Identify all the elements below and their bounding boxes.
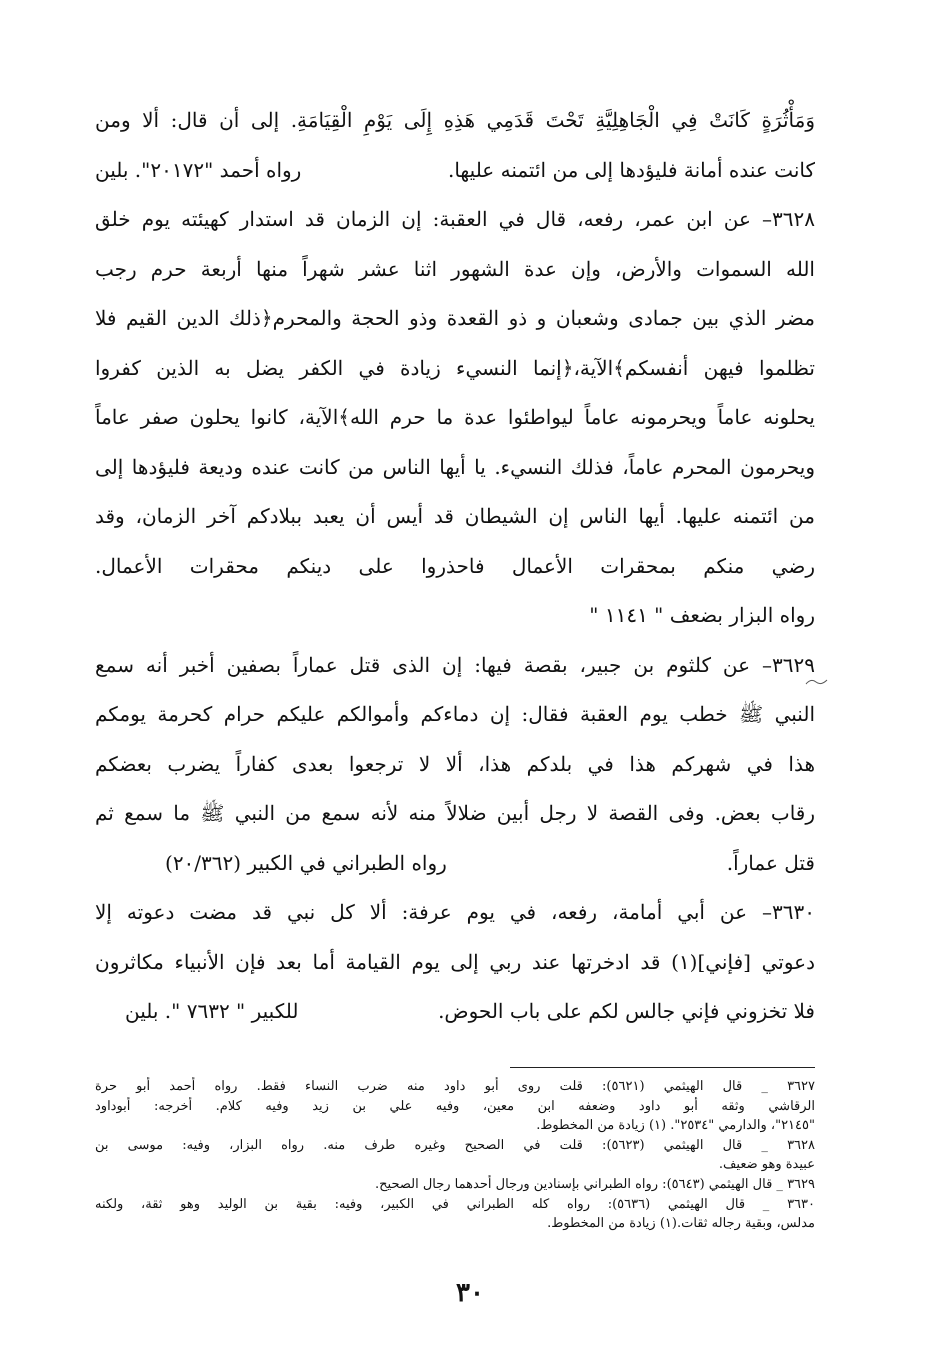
text-line: ويحرمون المحرم عاماً، فذلك النسيء. يا أيها الناس من كانت عنده وديعة فليؤدها إلى [95,454,815,479]
footnote-line: ٣٦٣٠ _ قال الهيثمي (٥٦٣٦): رواه كله الطبراني في الكبير، وفيه: بقية بن الوليد وهو ثقة، ولكنه [95,1196,815,1212]
text-line: هذا في شهركم هذا في بلدكم هذا، ألا لا ترجعوا بعدى كفاراً يضرب بعضكم [95,751,815,776]
source-reference: رواه أحمد "٢٠١٧٢". بلين [95,157,302,182]
text-line: تظلموا فيهن أنفسكم﴾الآية،﴿إنما النسيء زيادة في الكفر يضل به الذين كفروا [95,355,815,380]
main-text [95,96,815,1037]
hadith-3630-start: ٣٦٣٠– عن أبي أمامة، رفعه، في يوم عرفة: ألا كل نبي قد مضت دعوته إلا [95,900,815,924]
footnote-line: ٣٦٢٧ _ قال الهيثمي (٥٦٢١): قلت روى أبو داود منه ضرب النساء فقط. رواه أحمد أبو حرة [95,1079,815,1094]
footnote-divider [510,1067,815,1068]
margin-mark-icon [805,676,829,688]
text-line: وَمَأْثُرَةٍ كَانَتْ فِي الْجَاهِلِيَّةِ تَحْتَ قَدَمِي هَذِهِ إِلَى يَوْمِ الْقِيَامَةِ. إلى أن قال: ألا ومن [95,108,815,132]
footnote-line: الرقاشي وثقه أبو داود وضعفه ابن معين، وفيه علي بن زيد وفيه كلام. أخرجه: أبوداود [95,1098,815,1114]
text-line: رضي منكم بمحقرات الأعمال فاحذروا على دينكم محقرات الأعمال. [95,553,815,578]
text-line: مضر الذي بين جمادى وشعبان و ذو القعدة وذو الحجة والمحرم﴿ذلك الدين القيم فلا [95,306,815,330]
text-line: يحلونه عاماً ويحرمونه عاماً ليواطئوا عدة ما حرم الله﴾الآية، كانوا يحلون صفر عاماً [95,405,815,429]
footnote-line: ٣٦٢٩ _ قال الهيثمي (٥٦٤٣): رواه الطبراني بإسنادين ورجال أحدهما رجال الصحيح. [375,1176,815,1192]
footnote-line: مدلس، وبقية رجاله ثقات.(١) زيادة من المخطوط. [547,1216,815,1232]
source-reference: للكبير " ٧٦٣٢ ". بلين [125,999,299,1023]
text-segment: فلا تخزوني فإني جالس لكم على باب الحوض. [438,999,815,1023]
text-line [95,146,815,196]
text-line: النبي ﷺ خطب يوم العقبة فقال: إن دماءكم وأموالكم عليكم حرام كحرمة يومكم [95,702,815,726]
text-line: الله السموات والأرض، وإن عدة الشهور اثنا عشر شهراً منها أربعة حرم رجب [95,256,815,281]
text-line: رقاب بعض. وفى القصة لا رجل أبين ضلالاً منه لأنه سمع من النبي ﷺ ما سمع ثم [95,801,815,825]
footnote-line: عبيدة وهو ضعيف. [718,1157,815,1173]
text-segment: كانت عنده أمانة فليؤدها إلى من ائتمنه عليها. [447,157,815,182]
hadith-3628-start: ٣٦٢٨– عن ابن عمر، رفعه، قال في العقبة: إن الزمان قد استدار كهيئته يوم خلق [95,207,815,231]
text-segment: قتل عماراً. [726,850,815,875]
text-line [95,987,815,1037]
text-line [95,839,815,889]
hadith-3629-start: ٣٦٢٩– عن كلثوم بن جبير، بقصة فيها: إن الذى قتل عماراً بصفين أخبر أنه سمع [95,652,815,677]
page-number: ٣٠ [456,1278,484,1308]
text-line: دعوتي [فإني](١) قد ادخرتها عند ربي إلى يوم القيامة أما بعد فإن الأنبياء مكاثرون [95,949,815,974]
footnote-line: "٢١٤٥"، والدارمي "٢٥٣٤". (١) زيادة من المخطوط. [536,1118,815,1134]
footnotes [95,1077,815,1234]
text-line: من ائتمنه عليها. أيها الناس إن الشيطان قد أيس أن يعبد ببلادكم آخر الزمان، وقد [95,504,815,528]
source-reference: رواه البزار بضعف " ١١٤١ " [589,603,815,627]
footnote-line: ٣٦٢٨ _ قال الهيثمي (٥٦٢٣): قلت في الصحيح وغيره طرف منه. رواه البزار، وفيه: موسى بن [95,1137,815,1153]
source-reference: رواه الطبراني في الكبير (٢٠/٣٦٢) [165,850,447,875]
